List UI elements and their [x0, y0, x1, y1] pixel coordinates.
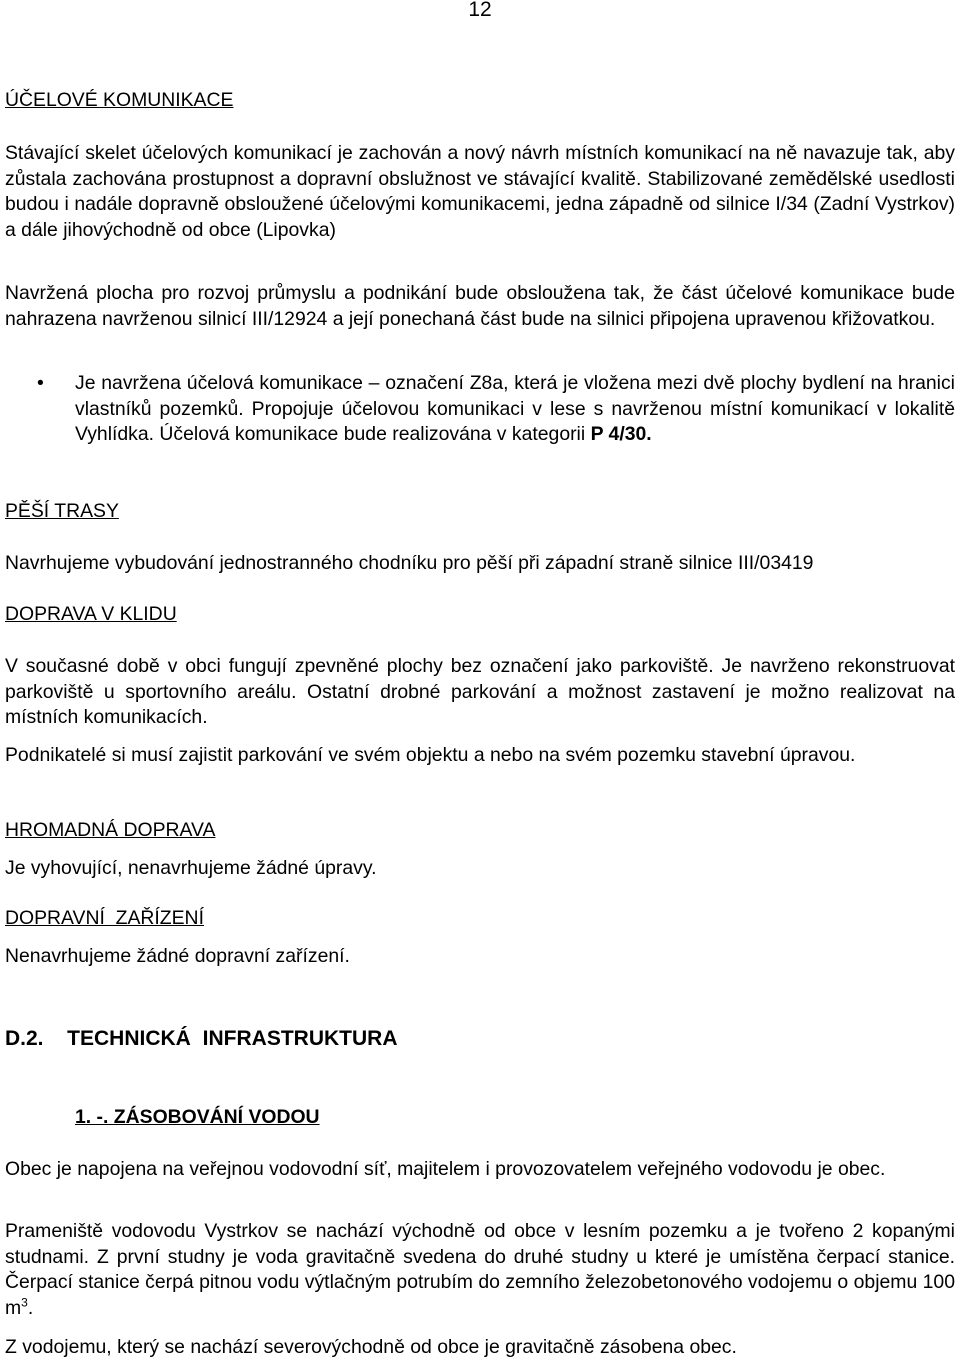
heading-ucelove-komunikace: ÚČELOVÉ KOMUNIKACE	[5, 89, 234, 111]
page-number: 12	[468, 0, 492, 21]
paragraph-doprava-klid-2: Podnikatelé si musí zajistit parkování ve svém objektu a nebo na svém pozemku stavební úpravou.	[5, 744, 856, 766]
paragraph-voda-1: Obec je napojena na veřejnou vodovodní síť, majitelem i provozovatelem veřejného vodovodu je obec.	[5, 1158, 886, 1180]
paragraph-voda-2	[5, 1219, 955, 1322]
paragraph-dopravni-zarizeni: Nenavrhujeme žádné dopravní zařízení.	[5, 945, 350, 967]
paragraph-doprava-klid-1: V současné době v obci fungují zpevněné plochy bez označení jako parkoviště. Je navrženo rekonstruovat parkoviště u sportovního areálu. Ostatní drobné parkování a možnost zastavení je možno realizovat na místních komunikacích.	[5, 655, 955, 729]
paragraph-ucelove-2: Navržená plocha pro rozvoj průmyslu a podnikání bude obsloužena tak, že část účelové komunikace bude nahrazena navrženou silnicí III/12924 a její ponechaná část bude na silnici připojena upravenou křižovatkou.	[5, 282, 955, 330]
paragraph-hromadna-doprava: Je vyhovující, nenavrhujeme žádné úpravy.	[5, 857, 377, 879]
bullet-text: Je navržena účelová komunikace – označení Z8a, která je vložena mezi dvě plochy bydlení na hranici vlastníků pozemků. Propojuje účelovou komunikaci v lese s navrženou místní komunikací v lokalitě Vyhlídka. Účelová komunikace bude realizována v kategorii	[75, 372, 955, 446]
heading-hromadna-doprava: HROMADNÁ DOPRAVA	[5, 819, 216, 841]
bullet-category: P 4/30.	[590, 423, 652, 446]
bullet-paragraph	[75, 371, 955, 448]
bullet-icon: •	[37, 372, 44, 394]
paragraph-pesi-trasy: Navrhujeme vybudování jednostranného chodníku pro pěší při západní straně silnice III/03419	[5, 552, 814, 574]
section-title-technicka-infrastruktura: D.2. TECHNICKÁ INFRASTRUKTURA	[5, 1027, 398, 1050]
paragraph-voda-2-text: Prameniště vodovodu Vystrkov se nachází východně od obce v lesním pozemku a je tvořeno 2 kopanými studnami. Z první studny je voda gravitačně svedena do druhé studny u které je umístěna čerpací stanice. Čerpací stanice čerpá pitnou vodu výtlačným potrubím do zemního železobetonového vodojemu o objemu 100 m	[5, 1220, 955, 1320]
heading-pesi-trasy: PĚŠÍ TRASY	[5, 500, 119, 522]
subsection-title-zasobovani-vodou: 1. -. ZÁSOBOVÁNÍ VODOU	[75, 1106, 320, 1128]
superscript-3: 3	[21, 1295, 28, 1310]
heading-doprava-v-klidu: DOPRAVA V KLIDU	[5, 603, 177, 625]
paragraph-voda-3: Z vodojemu, který se nachází severovýchodně od obce je gravitačně zásobena obec.	[5, 1336, 737, 1358]
paragraph-voda-2-end: .	[27, 1297, 34, 1320]
heading-dopravni-zarizeni: DOPRAVNÍ ZAŘÍZENÍ	[5, 907, 204, 929]
paragraph-ucelove-1: Stávající skelet účelových komunikací je zachován a nový návrh místních komunikací na ně navazuje tak, aby zůstala zachována prostupnost a dopravní obslužnost ve stávající kvalitě. Stabilizované zemědělské usedlosti budou i nadále dopravně obsloužené účelovými komunikacemi, jedna západně od silnice I/34 (Zadní Vystrkov) a dále jihovýchodně od obce (Lipovka)	[5, 142, 955, 242]
